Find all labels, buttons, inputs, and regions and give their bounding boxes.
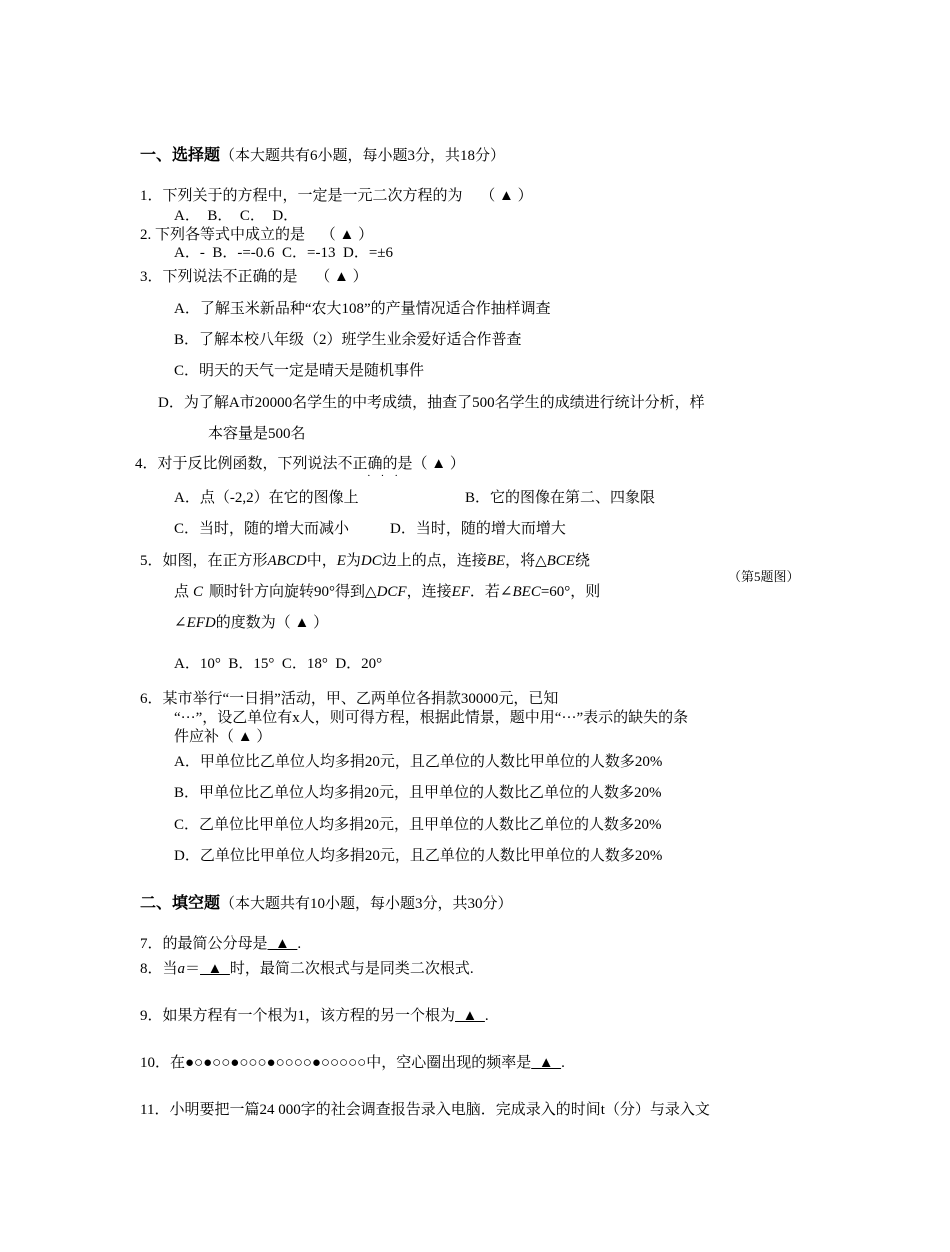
question-4-option-b: B．它的图像在第二、四象限 — [465, 490, 656, 506]
answer-blank: ▲ — [267, 936, 298, 952]
q5-text: 绕 — [574, 553, 590, 569]
q9-period: . — [484, 1008, 489, 1024]
q5-var-dcf: DCF — [376, 584, 407, 600]
q5-var-be: BE — [486, 553, 506, 569]
question-1-options: A． B． C． D． — [174, 208, 299, 224]
question-6-line-2: “···”，设乙单位有x人，则可得方程，根据此情景，题中用“···”表示的缺失的条 — [174, 710, 689, 726]
emphasis-dots: ··· — [367, 470, 408, 482]
question-4-option-a: A．点（-2,2）在它的图像上 — [174, 490, 359, 506]
question-2-stem — [140, 225, 373, 245]
section-2-note: （本大题共有10小题，每小题3分，共30分） — [220, 896, 513, 912]
q10-text: 10．在●○●○○●○○○●○○○○●○○○○○中，空心圈出现的频率是 — [140, 1055, 532, 1071]
q5-text: 点 — [174, 584, 190, 600]
answer-blank: ▲ — [531, 1055, 562, 1071]
question-6-option-a: A．甲单位比乙单位人均多捐20元，且乙单位的人数比甲单位的人数多20% — [174, 754, 663, 770]
section-1-header — [140, 145, 505, 166]
q5-var-e: E — [336, 553, 346, 569]
question-6-option-d: D．乙单位比甲单位人均多捐20元，且乙单位的人数比甲单位的人数多20% — [174, 848, 663, 864]
q8-text: 时，最简二次根式与是同类二次根式. — [229, 961, 474, 977]
q5-var-c: C — [193, 584, 204, 600]
section-1-title: 一、选择题 — [140, 145, 221, 164]
q10-period: . — [561, 1055, 565, 1071]
question-3-answer-mark: （ ▲ ） — [315, 269, 368, 285]
question-5-line-2 — [174, 582, 600, 602]
question-4-option-d: D．当时，随的增大而增大 — [390, 521, 566, 537]
q5-text: ，连接 — [406, 584, 452, 600]
question-6-option-c: C．乙单位比甲单位人均多捐20元，且甲单位的人数比乙单位的人数多20% — [174, 817, 662, 833]
q5-text: 顺时针方向旋转90°得到△ — [209, 584, 377, 600]
question-6-option-b: B．甲单位比乙单位人均多捐20元，且甲单位的人数比乙单位的人数多20% — [174, 785, 662, 801]
q7-period: . — [297, 936, 302, 952]
q5-text: 中， — [306, 553, 337, 569]
q5-text: ．若∠ — [469, 584, 513, 600]
section-1-note: （本大题共有6小题，每小题3分，共18分） — [220, 148, 506, 164]
q5-text: 的度数为（ ▲ ） — [215, 615, 329, 631]
question-3-option-d: D．为了解A市20000名学生的中考成绩，抽查了500名学生的成绩进行统计分析，样 — [158, 395, 705, 411]
question-3-option-a: A．了解玉米新品种“农大108”的产量情况适合作抽样调查 — [174, 301, 551, 317]
q5-var-bce: BCE — [546, 553, 575, 569]
question-6-line-1: 6．某市举行“一日捐”活动，甲、乙两单位各捐款30000元，已知 — [140, 691, 559, 707]
question-6-line-3: 件应补（ ▲ ） — [174, 729, 272, 745]
question-2-text: 2. 下列各等式中成立的是 — [140, 227, 306, 243]
q5-text: 5．如图，在正方形 — [140, 553, 268, 569]
q5-text: =60°，则 — [540, 584, 601, 600]
figure-caption: （第5题图） — [728, 569, 800, 584]
section-2-header — [140, 893, 513, 914]
question-8 — [140, 959, 474, 979]
q5-var-bec: BEC — [512, 584, 541, 600]
question-10 — [140, 1053, 565, 1073]
q5-var-abcd: ABCD — [267, 553, 307, 569]
q5-var-dc: DC — [360, 553, 382, 569]
q8-text: 8．当 — [140, 961, 178, 977]
question-2-options: A．- B．-=-0.6 C．=-13 D．=±6 — [174, 245, 394, 261]
question-3-text: 3．下列说法不正确的是 — [140, 269, 298, 285]
question-3-option-b: B．了解本校八年级（2）班学生业余爱好适合作普查 — [174, 332, 522, 348]
question-11: 11．小明要把一篇24 000字的社会调查报告录入电脑．完成录入的时间t（分）与录入文 — [140, 1102, 710, 1118]
q8-equals: ＝ — [185, 961, 201, 977]
question-3-stem — [140, 267, 368, 287]
question-1-answer-mark: （ ▲ ） — [480, 188, 533, 204]
q5-var-ef: EF — [451, 584, 470, 600]
question-2-answer-mark: （ ▲ ） — [320, 227, 374, 243]
answer-blank: ▲ — [455, 1008, 485, 1024]
q5-text: ∠ — [174, 615, 187, 631]
q5-text: ，将△ — [505, 553, 547, 569]
question-4-stem: 4．对于反比例函数，下列说法不正确的是（ ▲ ） — [135, 456, 465, 472]
q8-var-a: a — [177, 961, 186, 977]
q5-text: 为 — [345, 553, 361, 569]
answer-blank: ▲ — [200, 961, 230, 977]
question-4-option-c: C．当时，随的增大而减小 — [174, 521, 350, 537]
q7-text: 7．的最简公分母是 — [140, 936, 268, 952]
q5-var-efd: EFD — [186, 615, 216, 631]
question-5-line-3 — [174, 613, 328, 633]
question-7 — [140, 934, 301, 954]
question-9 — [140, 1006, 489, 1026]
question-5-options: A．10° B．15° C．18° D．20° — [174, 656, 383, 672]
question-5-line-1 — [140, 551, 590, 571]
question-1-text: 1．下列关于的方程中，一定是一元二次方程的为 — [140, 188, 463, 204]
q9-text: 9．如果方程有一个根为1，该方程的另一个根为 — [140, 1008, 456, 1024]
q5-text: 边上的点，连接 — [381, 553, 487, 569]
question-1-stem — [140, 186, 533, 206]
section-2-title: 二、填空题 — [140, 893, 221, 912]
question-3-option-c: C．明天的天气一定是晴天是随机事件 — [174, 363, 425, 379]
question-3-option-d-cont: 本容量是500名 — [208, 426, 306, 442]
